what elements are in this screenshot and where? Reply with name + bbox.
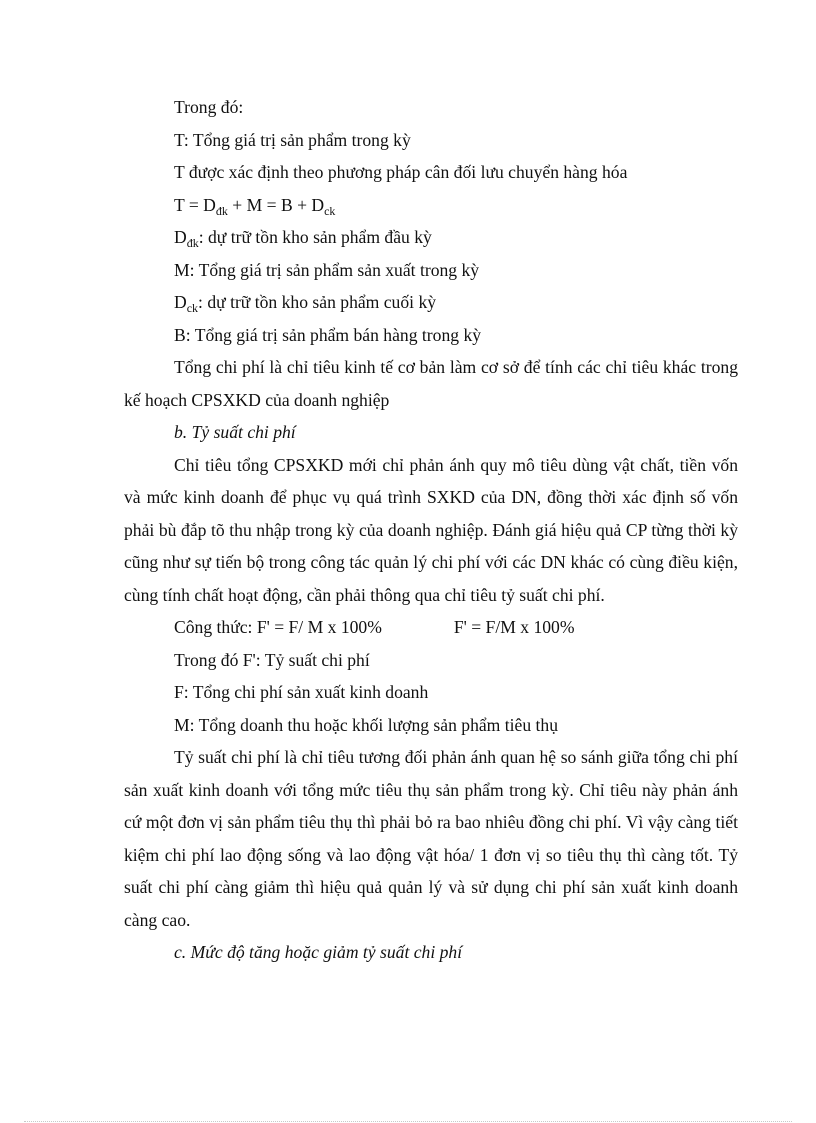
definition-text: : dự trữ tồn kho sản phẩm cuối kỳ [198, 292, 437, 312]
equation-part: T = D [174, 194, 216, 215]
subscript-dk: đk [215, 203, 228, 218]
paragraph-cost-ratio-explanation: Tỷ suất chi phí là chỉ tiêu tương đối phản ánh quan hệ so sánh giữa tổng chi phí sản xuất kinh doanh với tổng mức tiêu thụ sản phẩm trong kỳ. Chỉ tiêu này phản ánh cứ một đơn vị sản phẩm tiêu thụ thì phải bỏ ra bao nhiêu đồng chi phí. Vì vậy càng tiết kiệm chi phí lao động sống và lao động vật hóa/ 1 đơn vị so tiêu thụ thì càng tốt. Tỷ suất chi phí càng giảm thì hiệu quả quản lý và sử dụng chi phí sản xuất kinh doanh càng cao. [124, 747, 738, 930]
subscript-ck: ck [186, 301, 199, 315]
document-body [124, 91, 738, 969]
text-f-prime-definition: Trong đó F': Tỷ suất chi phí [174, 649, 370, 670]
paragraph-cost-ratio-intro: Chỉ tiêu tổng CPSXKD mới chỉ phản ánh quy mô tiêu dùng vật chất, tiền vốn và mức kinh doanh để phục vụ quá trình SXKD của DN, đồng thời xác định số vốn phải bù đắp tõ thu nhập trong kỳ của doanh nghiệp. Đánh giá hiệu quả CP từng thời kỳ cũng như sự tiến bộ trong công tác quản lý chi phí với các DN khác có cùng điều kiện, cùng tính chất hoạt động, cần phải thông qua chỉ tiêu tỷ suất chi phí. [124, 454, 738, 605]
text-m-revenue-definition: M: Tổng doanh thu hoặc khối lượng sản phẩm tiêu thụ [174, 714, 559, 735]
formula-line [124, 611, 738, 644]
formula-secondary: F' = F/M x 100% [453, 617, 575, 637]
section-heading-c: c. Mức độ tăng hoặc giảm tỷ suất chi phí [174, 942, 463, 962]
page-bottom-divider [24, 1121, 792, 1122]
text-trong-do: Trong đó: [174, 97, 244, 117]
text-b-definition: B: Tổng giá trị sản phẩm bán hàng trong kỳ [174, 324, 482, 345]
symbol-d: D [174, 227, 187, 247]
text-ddk-definition [124, 221, 738, 254]
subscript-dk: đk [186, 236, 199, 250]
text-t-definition: T: Tổng giá trị sản phẩm trong kỳ [174, 129, 411, 150]
section-heading-b: b. Tỷ suất chi phí [174, 422, 296, 442]
text-m-definition: M: Tổng giá trị sản phẩm sản xuất trong kỳ [174, 259, 480, 280]
text-f-definition: F: Tổng chi phí sản xuất kinh doanh [174, 682, 429, 702]
equation-t [124, 189, 738, 222]
text-dck-definition [124, 286, 738, 319]
definition-text: : dự trữ tồn kho sản phẩm đầu kỳ [198, 227, 432, 247]
equation-part: + M = B + D [227, 194, 325, 215]
formula-primary: Công thức: F' = F/ M x 100% [174, 617, 382, 637]
symbol-d: D [174, 292, 187, 312]
subscript-ck: ck [324, 203, 336, 218]
paragraph-total-cost: Tổng chi phí là chỉ tiêu kinh tế cơ bản làm cơ sở để tính các chỉ tiêu khác trong kế hoạch CPSXKD của doanh nghiệp [124, 357, 738, 410]
text-t-method: T được xác định theo phương pháp cân đối lưu chuyển hàng hóa [174, 162, 628, 182]
